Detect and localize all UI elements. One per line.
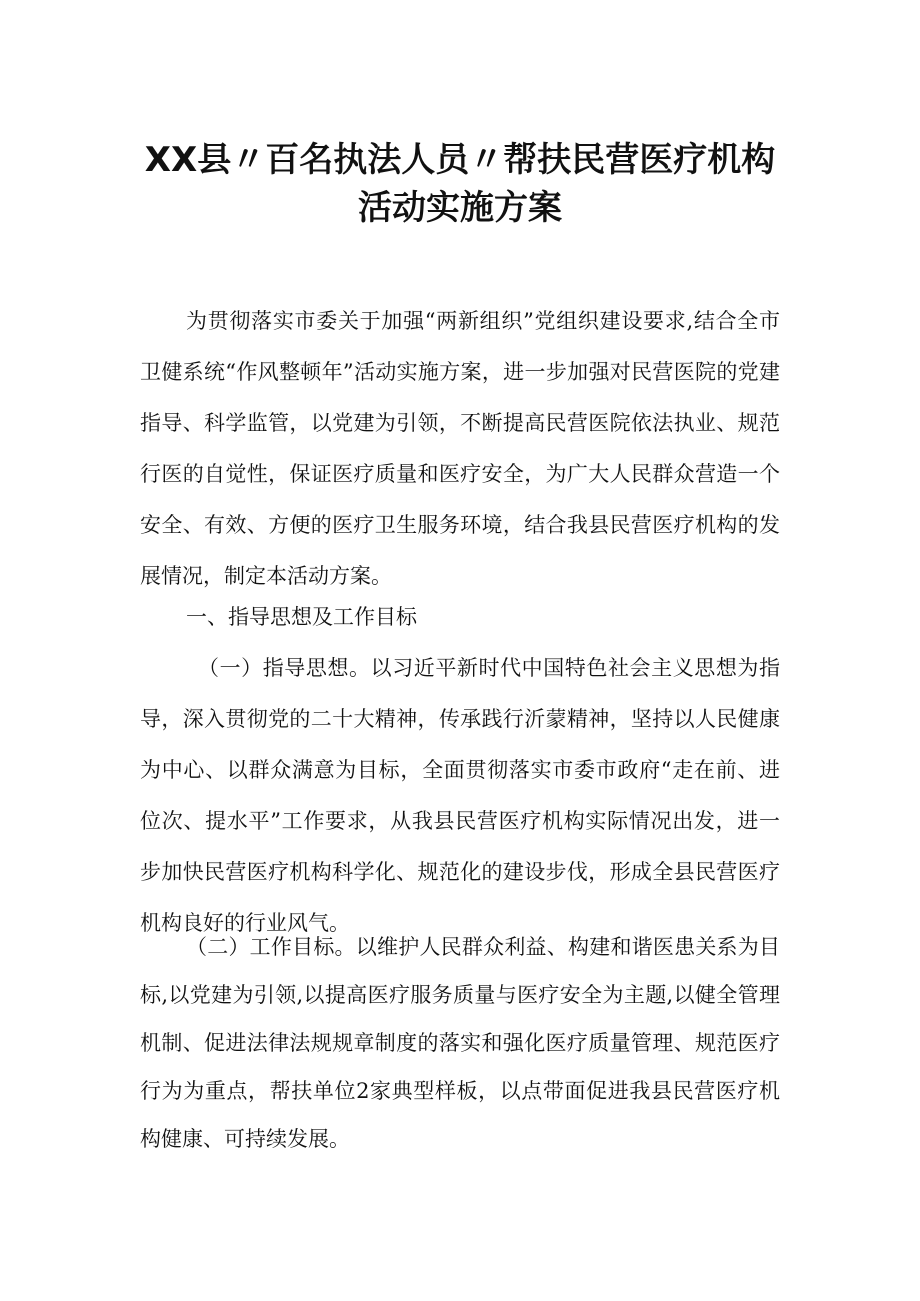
document-title-line1: XX县〃百名执法人员〃帮扶民营医疗机构 — [144, 140, 776, 180]
guiding-thought-paragraph: （一）指导思想。以习近平新时代中国特色社会主义思想为指导，深入贯彻党的二十大精神，传承践行沂蒙精神，坚持以人民健康为中心、以群众满意为目标，全面贯彻落实市委市政府“走在前、进位次、提水平”工作要求，从我县民营医疗机构实际情况出发，进一步加快民营医疗机构科学化、规范化的建设步伐，形成全县民营医疗机构良好的行业风气。 — [140, 656, 780, 935]
document-title-line2: 活动实施方案 — [358, 188, 562, 228]
section-heading-guiding-thought-and-goals: 一、指导思想及工作目标 — [186, 605, 417, 629]
intro-paragraph: 为贯彻落实市委关于加强“两新组织”党组织建设要求,结合全市卫健系统“作风整顿年”活动实施方案，进一步加强对民营医院的党建指导、科学监管，以党建为引领，不断提高民营医院依法执业、规范行医的自觉性，保证医疗质量和医疗安全，为广大人民群众营造一个安全、有效、方便的医疗卫生服务环境，结合我县民营医疗机构的发展情况，制定本活动方案。 — [140, 309, 780, 588]
work-goal-paragraph: （二）工作目标。以维护人民群众利益、构建和谐医患关系为目标,以党建为引领,以提高医疗服务质量与医疗安全为主题,以健全管理机制、促进法律法规规章制度的落实和强化医疗质量管理、规范医疗行为为重点，帮扶单位2家典型样板，以点带面促进我县民营医疗机构健康、可持续发展。 — [140, 935, 780, 1151]
